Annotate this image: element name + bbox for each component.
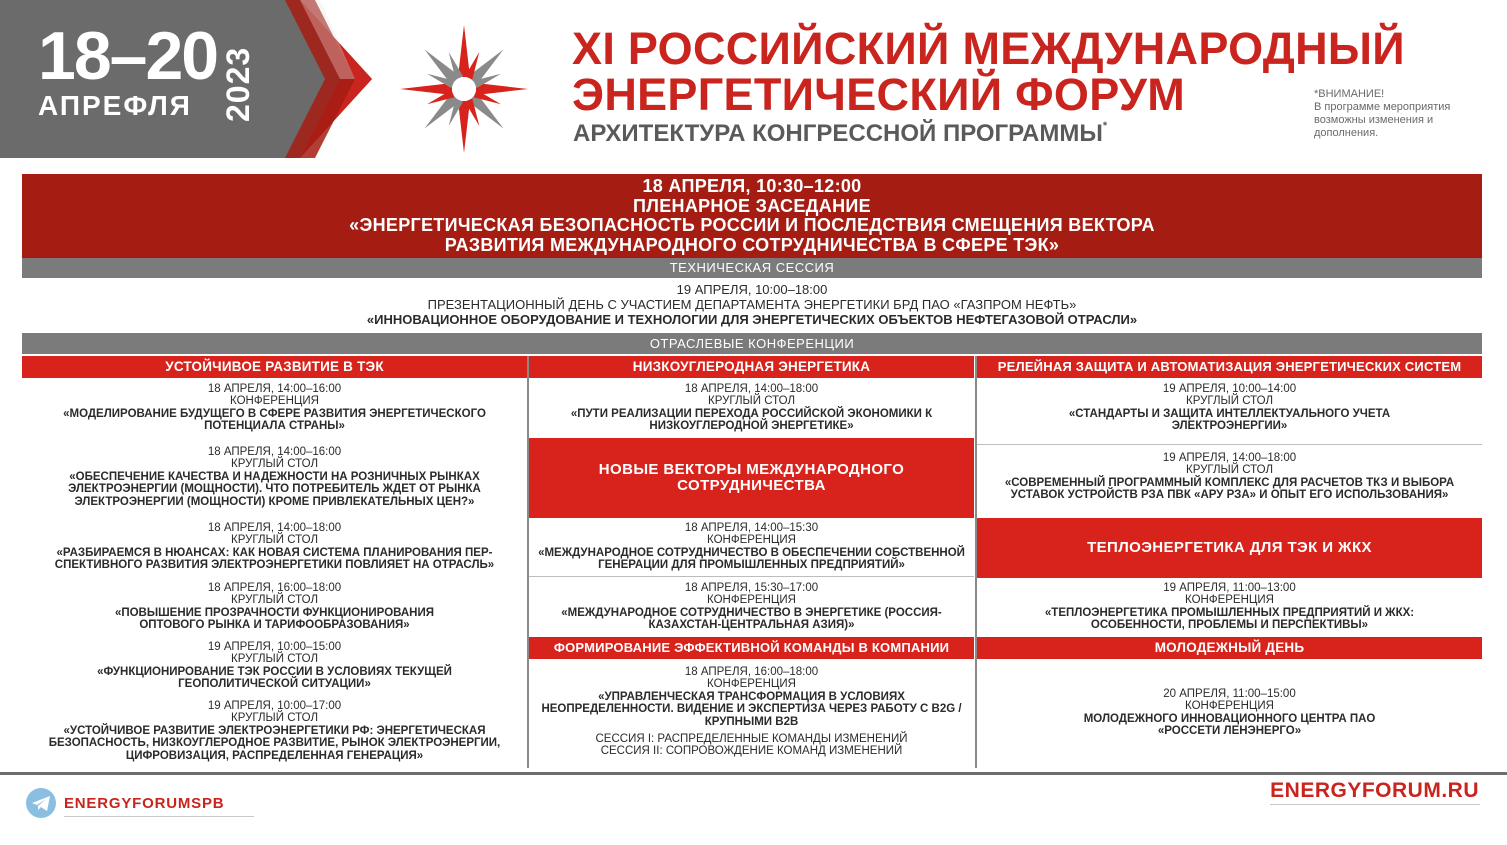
event-date: 19 АПРЕЛЯ, 10:00–15:00: [207, 641, 342, 653]
event-title: «РАЗБИРАЕМСЯ В НЮАНСАХ: КАК НОВАЯ СИСТЕМА ПЛАНИРОВАНИЯ ПЕР-СПЕКТИВНОГО РАЗВИТИЯ ЭЛЕКТРОЭНЕРГЕТИКИ ПОВЛИЯЕТ НА ОТРАСЛЬ»: [54, 546, 495, 572]
event-type: КРУГЛЫЙ СТОЛ: [231, 712, 318, 725]
tech-session-type: ПРЕЗЕНТАЦИОННЫЙ ДЕНЬ С УЧАСТИЕМ ДЕПАРТАМЕНТА ЭНЕРГЕТИКИ БРД ПАО «ГАЗПРОМ НЕФТЬ»: [427, 297, 1077, 312]
event-type: КОНФЕРЕНЦИЯ: [230, 395, 319, 408]
event-item: [22, 383, 527, 433]
event-item: [529, 582, 974, 632]
heat-power-heading: ТЕПЛОЭНЕРГЕТИКА ДЛЯ ТЭК И ЖКХ: [977, 518, 1482, 578]
date-year: 2023: [220, 46, 256, 122]
event-title: «УСТОЙЧИВОЕ РАЗВИТИЕ ЭЛЕКТРОЭНЕРГЕТИКИ РФ: ЭНЕРГЕТИЧЕСКАЯ БЕЗОПАСНОСТЬ, НИЗКОУГЛЕРОДНОЕ РАЗВИТИЕ, РЫНОК ЭЛЕКТРОЭНЕРГИИ, ЦИФРОВИЗАЦИЯ, РАСПРЕДЕЛЕННАЯ ГЕНЕРАЦИЯ»: [48, 724, 501, 762]
event-type: КОНФЕРЕНЦИЯ: [1185, 700, 1274, 713]
event-item: [22, 522, 527, 572]
forum-title-line-1: XI РОССИЙСКИЙ МЕЖДУНАРОДНЫЙ: [572, 23, 1405, 74]
website-link[interactable]: ENERGYFORUM.RU: [1270, 779, 1479, 802]
team-building-heading: ФОРМИРОВАНИЕ ЭФФЕКТИВНОЙ КОМАНДЫ В КОМПАНИИ: [529, 637, 974, 659]
event-title: «УПРАВЛЕНЧЕСКАЯ ТРАНСФОРМАЦИЯ В УСЛОВИЯХ НЕОПРЕДЕЛЕННОСТИ. ВИДЕНИЕ И ЭКСПЕРТИЗА ЧЕРЕЗ РАБОТУ С B2G / КРУПНЫМИ B2B: [541, 690, 962, 728]
event-title: «ОБЕСПЕЧЕНИЕ КАЧЕСТВА И НАДЕЖНОСТИ НА РОЗНИЧНЫХ РЫНКАХ ЭЛЕКТРОЭНЕРГИИ (МОЩНОСТИ). ЧТО ПОТРЕБИТЕЛЬ ЖДЕТ ОТ РЫНКА ЭЛЕКТРОЭНЕРГИИ (МОЩНОСТИ) КРОМЕ ПРИВЛЕКАТЕЛЬНЫХ ЦЕН?»: [68, 470, 481, 508]
industry-conferences-heading: ОТРАСЛЕВЫЕ КОНФЕРЕНЦИИ: [22, 333, 1482, 354]
tech-session-title: «ИННОВАЦИОННОЕ ОБОРУДОВАНИЕ И ТЕХНОЛОГИИ ДЛЯ ЭНЕРГЕТИЧЕСКИХ ОБЪЕКТОВ НЕФТЕГАЗОВОЙ ОТРАСЛИ»: [366, 312, 1138, 327]
event-item: [22, 582, 527, 632]
forum-star-logo: [398, 22, 530, 156]
event-date: 19 АПРЕЛЯ, 10:00–14:00: [1162, 383, 1297, 395]
event-item: [977, 383, 1482, 433]
event-type: КРУГЛЫЙ СТОЛ: [231, 594, 318, 607]
row-divider: [529, 576, 974, 577]
telegram-icon[interactable]: [26, 788, 56, 818]
plenary-session-banner: [22, 174, 1482, 258]
event-date: 19 АПРЕЛЯ, 10:00–17:00: [207, 700, 342, 712]
telegram-channel-link[interactable]: ENERGYFORUMSPB: [64, 795, 225, 812]
event-title: «ТЕПЛОЭНЕРГЕТИКА ПРОМЫШЛЕННЫХ ПРЕДПРИЯТИЙ И ЖКХ: ОСОБЕННОСТИ, ПРОБЛЕМЫ И ПЕРСПЕКТИВЫ»: [1044, 606, 1415, 632]
session-1: СЕССИЯ I: РАСПРЕДЕЛЕННЫЕ КОМАНДЫ ИЗМЕНЕНИЙ: [595, 733, 908, 746]
event-date: 19 АПРЕЛЯ, 11:00–13:00: [1163, 582, 1296, 594]
event-item: [529, 522, 974, 572]
date-month: АПРЕФЛЯ: [38, 90, 192, 121]
event-date: 18 АПРЕЛЯ, 14:00–16:00: [207, 383, 342, 395]
event-date: 18 АПРЕЛЯ, 15:30–17:00: [684, 582, 819, 594]
event-title: «СОВРЕМЕННЫЙ ПРОГРАММНЫЙ КОМПЛЕКС ДЛЯ РАСЧЕТОВ ТКЗ И ВЫБОРА УСТАВОК УСТРОЙСТВ РЗА ПВК «АРУ РЗА» И ОПЫТ ЕГО ИСПОЛЬЗОВАНИЯ»: [1004, 476, 1455, 502]
tech-session-heading: ТЕХНИЧЕСКАЯ СЕССИЯ: [22, 258, 1482, 278]
event-date: 18 АПРЕЛЯ, 14:00–16:00: [207, 446, 342, 458]
event-item: [22, 700, 527, 762]
event-type: КРУГЛЫЙ СТОЛ: [231, 653, 318, 666]
website-underline: [1270, 804, 1480, 805]
tech-session-date: 19 АПРЕЛЯ, 10:00–18:00: [676, 282, 828, 297]
date-block: [0, 0, 370, 158]
event-type: КРУГЛЫЙ СТОЛ: [231, 534, 318, 547]
event-title: «СТАНДАРТЫ И ЗАЩИТА ИНТЕЛЛЕКТУАЛЬНОГО УЧЕТА ЭЛЕКТРОЭНЕРГИИ»: [1068, 407, 1391, 433]
date-days: 18–20: [38, 18, 218, 94]
event-title: «ПУТИ РЕАЛИЗАЦИИ ПЕРЕХОДА РОССИЙСКОЙ ЭКОНОМИКИ К НИЗКОУГЛЕРОДНОЙ ЭНЕРГЕТИКЕ»: [570, 407, 933, 433]
event-title: «ФУНКЦИОНИРОВАНИЕ ТЭК РОССИИ В УСЛОВИЯХ ТЕКУЩЕЙ ГЕОПОЛИТИЧЕСКОЙ СИТУАЦИИ»: [97, 665, 452, 691]
tech-session-details: [22, 282, 1482, 327]
column-heading: РЕЛЕЙНАЯ ЗАЩИТА И АВТОМАТИЗАЦИЯ ЭНЕРГЕТИЧЕСКИХ СИСТЕМ: [977, 356, 1482, 378]
event-title: «ПОВЫШЕНИЕ ПРОЗРАЧНОСТИ ФУНКЦИОНИРОВАНИЯ ОПТОВОГО РЫНКА И ТАРИФООБРАЗОВАНИЯ»: [114, 606, 435, 632]
footer-divider: [0, 772, 1507, 775]
event-item: [22, 641, 527, 691]
plenary-title-2: РАЗВИТИЯ МЕЖДУНАРОДНОГО СОТРУДНИЧЕСТВА В СФЕРЕ ТЭК»: [444, 234, 1060, 255]
youth-day-heading: МОЛОДЕЖНЫЙ ДЕНЬ: [977, 637, 1482, 659]
event-item: [977, 688, 1482, 738]
plenary-date: 18 АПРЕЛЯ, 10:30–12:00: [642, 176, 862, 196]
event-date: 19 АПРЕЛЯ, 14:00–18:00: [1162, 452, 1297, 464]
international-cooperation-heading: НОВЫЕ ВЕКТОРЫ МЕЖДУНАРОДНОГО СОТРУДНИЧЕСТВА: [529, 438, 974, 518]
event-type: КОНФЕРЕНЦИЯ: [707, 678, 796, 691]
column-heading: НИЗКОУГЛЕРОДНАЯ ЭНЕРГЕТИКА: [529, 356, 974, 378]
forum-title-line-2: ЭНЕРГЕТИЧЕСКИЙ ФОРУМ: [572, 69, 1185, 120]
event-date: 18 АПРЕЛЯ, 14:00–18:00: [684, 383, 819, 395]
plenary-title-1: «ЭНЕРГЕТИЧЕСКАЯ БЕЗОПАСНОСТЬ РОССИИ И ПОСЛЕДСТВИЯ СМЕЩЕНИЯ ВЕКТОРА: [349, 215, 1155, 235]
event-date: 18 АПРЕЛЯ, 16:00–18:00: [684, 666, 819, 678]
event-type: КОНФЕРЕНЦИЯ: [707, 594, 796, 607]
telegram-underline: [64, 816, 254, 817]
event-title: «МЕЖДУНАРОДНОЕ СОТРУДНИЧЕСТВО В ЭНЕРГЕТИКЕ (РОССИЯ-КАЗАХСТАН-ЦЕНТРАЛЬНАЯ АЗИЯ)»: [561, 606, 942, 632]
event-date: 18 АПРЕЛЯ, 14:00–15:30: [684, 522, 819, 534]
event-title: МОЛОДЕЖНОГО ИННОВАЦИОННОГО ЦЕНТРА ПАО «РОССЕТИ ЛЕНЭНЕРГО»: [1083, 712, 1376, 738]
event-item: [529, 666, 974, 758]
event-type: КРУГЛЫЙ СТОЛ: [1186, 464, 1273, 477]
event-type: КРУГЛЫЙ СТОЛ: [708, 395, 795, 408]
event-date: 18 АПРЕЛЯ, 16:00–18:00: [207, 582, 342, 594]
event-item: [529, 383, 974, 433]
event-item: [977, 452, 1482, 502]
event-item: [22, 446, 527, 508]
event-title: «МОДЕЛИРОВАНИЕ БУДУЩЕГО В СФЕРЕ РАЗВИТИЯ ЭНЕРГЕТИЧЕСКОГО ПОТЕНЦИАЛА СТРАНЫ»: [63, 407, 486, 433]
column-heading: УСТОЙЧИВОЕ РАЗВИТИЕ В ТЭК: [22, 356, 527, 378]
session-2: СЕССИЯ II: СОПРОВОЖДЕНИЕ КОМАНД ИЗМЕНЕНИЙ: [600, 745, 903, 758]
program-subtitle: АРХИТЕКТУРА КОНГРЕССНОЙ ПРОГРАММЫ*: [573, 120, 1108, 147]
event-date: 18 АПРЕЛЯ, 14:00–18:00: [207, 522, 342, 534]
event-date: 20 АПРЕЛЯ, 11:00–15:00: [1163, 688, 1296, 700]
row-divider: [977, 444, 1482, 445]
event-title: «МЕЖДУНАРОДНОЕ СОТРУДНИЧЕСТВО В ОБЕСПЕЧЕНИИ СОБСТВЕННОЙ ГЕНЕРАЦИИ ДЛЯ ПРОМЫШЛЕННЫХ ПРЕДПРИЯТИЙ»: [538, 546, 965, 572]
plenary-type: ПЛЕНАРНОЕ ЗАСЕДАНИЕ: [633, 195, 871, 216]
changes-notice: *ВНИМАНИЕ! В программе мероприятия возможны изменения и дополнения.: [1314, 88, 1451, 139]
event-type: КРУГЛЫЙ СТОЛ: [231, 458, 318, 471]
event-type: КОНФЕРЕНЦИЯ: [1185, 594, 1274, 607]
event-type: КРУГЛЫЙ СТОЛ: [1186, 395, 1273, 408]
event-item: [977, 582, 1482, 632]
event-type: КОНФЕРЕНЦИЯ: [707, 534, 796, 547]
